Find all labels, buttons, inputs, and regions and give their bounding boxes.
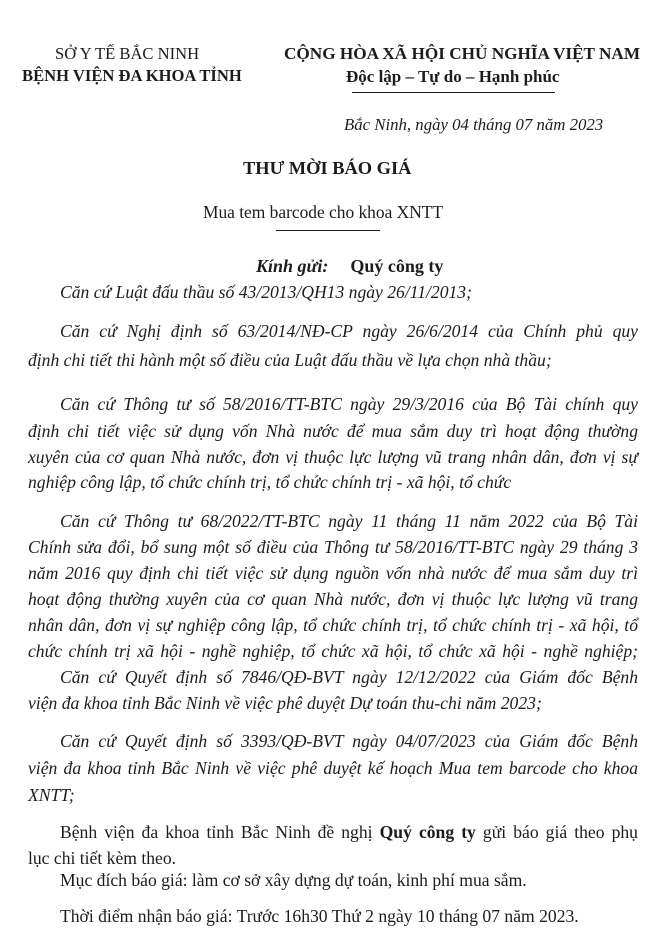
- motto-underline: [352, 92, 555, 93]
- basis-line-3: định chi tiết thi hành một số điều của Luật đấu thầu về lựa chọn nhà thầu;: [28, 350, 552, 370]
- request-line-2: lục chi tiết kèm theo.: [28, 848, 177, 868]
- basis-line-17: viện đa khoa tỉnh Bắc Ninh về việc phê duyệt kế hoạch Mua tem barcode cho khoa: [28, 758, 638, 778]
- document-title: THƯ MỜI BÁO GIÁ: [243, 158, 412, 178]
- basis-line-15: viện đa khoa tỉnh Bắc Ninh về việc phê duyệt Dự toán thu-chi năm 2023;: [28, 693, 542, 713]
- basis-line-4: Căn cứ Thông tư số 58/2016/TT-BTC ngày 29/3/2016 của Bộ Tài chính quy: [60, 394, 638, 414]
- deadline-line: Thời điểm nhận báo giá: Trước 16h30 Thứ 2 ngày 10 tháng 07 năm 2023.: [60, 906, 579, 926]
- date-line: Bắc Ninh, ngày 04 tháng 07 năm 2023: [344, 115, 604, 134]
- basis-line-10: năm 2016 quy định chi tiết việc sử dụng nguồn vốn nhà nước để mua sắm duy trì: [28, 563, 638, 583]
- request-text-before: Bệnh viện đa khoa tỉnh Bắc Ninh đề nghị: [60, 822, 380, 842]
- subtitle-underline: [276, 230, 380, 231]
- basis-line-9: Chính sửa đổi, bổ sung một số điều của Thông tư 58/2016/TT-BTC ngày 29 tháng 3: [28, 537, 638, 557]
- purpose-line: Mục đích báo giá: làm cơ sở xây dựng dự toán, kinh phí mua sắm.: [60, 870, 527, 890]
- basis-line-8: Căn cứ Thông tư 68/2022/TT-BTC ngày 11 tháng 11 năm 2022 của Bộ Tài: [60, 511, 638, 531]
- basis-line-6: xuyên của cơ quan Nhà nước, đơn vị thuộc lực lượng vũ trang nhân dân, đơn vị sự: [28, 447, 638, 467]
- basis-line-5: định chi tiết việc sử dụng vốn Nhà nước để mua sắm duy trì hoạt động thường: [28, 421, 638, 441]
- basis-line-13: chức chính trị xã hội - nghề nghiệp, tổ chức xã hội, tổ chức xã hội - nghề nghiệp;: [28, 641, 638, 661]
- basis-line-12: nhân dân, đơn vị sự nghiệp công lập, tổ chức chính trị, tổ chức chính trị - xã hội, tổ: [28, 615, 638, 635]
- national-motto: Độc lập – Tự do – Hạnh phúc: [346, 67, 560, 86]
- national-title: CỘNG HÒA XÃ HỘI CHỦ NGHĨA VIỆT NAM: [284, 44, 641, 63]
- basis-line-14: Căn cứ Quyết định số 7846/QĐ-BVT ngày 12/12/2022 của Giám đốc Bệnh: [60, 667, 638, 687]
- salutation: [256, 256, 443, 277]
- document-subtitle: Mua tem barcode cho khoa XNTT: [203, 202, 444, 222]
- basis-line-18: XNTT;: [28, 785, 75, 805]
- salutation-label: Kính gửi:: [256, 256, 329, 276]
- salutation-recipient: Quý công ty: [350, 256, 444, 276]
- basis-line-7: nghiệp công lập, tổ chức chính trị, tổ chức chính trị - xã hội, tổ chức: [28, 472, 512, 492]
- basis-line-2: Căn cứ Nghị định số 63/2014/NĐ-CP ngày 26/6/2014 của Chính phủ quy: [60, 321, 638, 341]
- request-recipient: Quý công ty: [379, 822, 476, 842]
- department-name: SỞ Y TẾ BẮC NINH: [55, 44, 200, 63]
- hospital-name: BỆNH VIỆN ĐA KHOA TỈNH: [22, 66, 242, 85]
- basis-line-11: hoạt động thường xuyên của cơ quan Nhà nước, đơn vị thuộc lực lượng vũ trang: [28, 589, 638, 609]
- basis-line-16: Căn cứ Quyết định số 3393/QĐ-BVT ngày 04/07/2023 của Giám đốc Bệnh: [60, 731, 638, 751]
- basis-line-1: Căn cứ Luật đấu thầu số 43/2013/QH13 ngày 26/11/2013;: [60, 282, 472, 302]
- request-text-after: gửi báo giá theo phụ: [475, 822, 638, 842]
- request-line-1: [60, 822, 638, 843]
